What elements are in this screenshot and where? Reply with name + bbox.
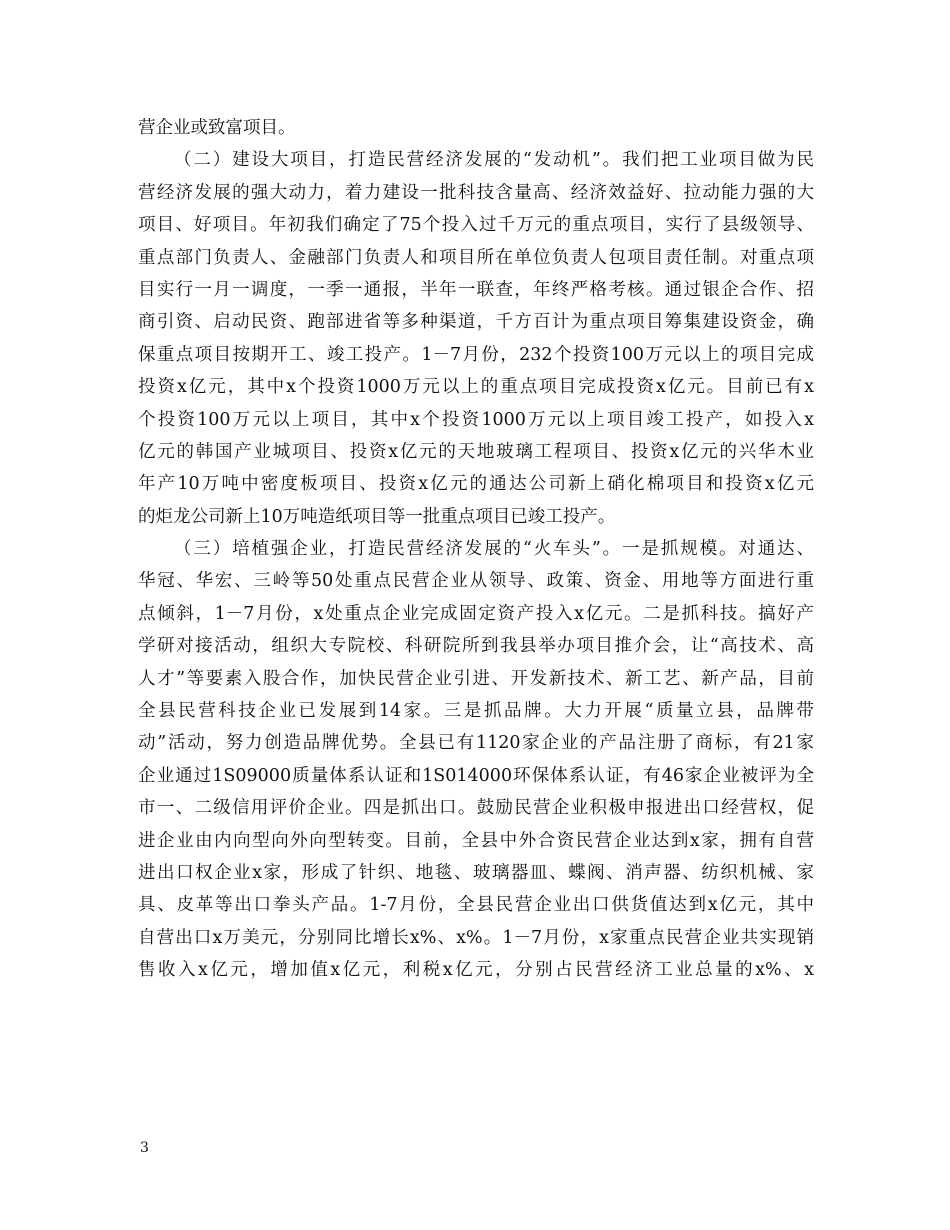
text-line: 自营出口x万美元，分别同比增长x%、x%。1－7月份，x家重点民营企业共实现销 <box>138 927 814 948</box>
text-line: 点倾斜，1－7月份，x处重点企业完成固定资产投入x亿元。二是抓科技。搞好产 <box>138 603 814 624</box>
text-line: 保重点项目按期开工、竣工投产。1－7月份，232个投资100万元以上的项目完成 <box>138 344 814 365</box>
text-line: 华冠、华宏、三岭等50处重点民营企业从领导、政策、资金、用地等方面进行重 <box>138 571 814 592</box>
text-line: 售收入x亿元，增加值x亿元，利税x亿元，分别占民营经济工业总量的x%、x <box>138 960 814 981</box>
text-line: 进出口权企业x家，形成了针织、地毯、玻璃器皿、蝶阀、消声器、纺织机械、家 <box>138 862 814 883</box>
text-line: 全县民营科技企业已发展到14家。三是抓品牌。大力开展“质量立县，品牌带 <box>138 701 814 722</box>
text-line: 的炬龙公司新上10万吨造纸项目等一批重点项目已竣工投产。 <box>138 506 616 527</box>
text-line: 商引资、启动民资、跑部进省等多种渠道，千方百计为重点项目筹集建设资金，确 <box>138 312 814 333</box>
text-line: 亿元的韩国产业城项目、投资x亿元的天地玻璃工程项目、投资x亿元的兴华木业 <box>138 441 814 462</box>
text-line: 营经济发展的强大动力，着力建设一批科技含量高、经济效益好、拉动能力强的大 <box>138 182 814 203</box>
text-line: 年产10万吨中密度板项目、投资x亿元的通达公司新上硝化棉项目和投资x亿元 <box>138 474 814 495</box>
body-text <box>138 112 814 987</box>
text-line: 市一、二级信用评价企业。四是抓出口。鼓励民营企业积极申报进出口经营权，促 <box>138 798 814 819</box>
text-line: （三）培植强企业，打造民营经济发展的“火车头”。一是抓规模。对通达、 <box>174 539 814 560</box>
text-line: 项目、好项目。年初我们确定了75个投入过千万元的重点项目，实行了县级领导、 <box>138 215 814 236</box>
text-line: 重点部门负责人、金融部门负责人和项目所在单位负责人包项目责任制。对重点项 <box>138 247 814 268</box>
text-line: 进企业由内向型向外向型转变。目前，全县中外合资民营企业达到x家，拥有自营 <box>138 830 814 851</box>
page-number: 3 <box>140 1140 149 1156</box>
text-line: 动”活动，努力创造品牌优势。全县已有1120家企业的产品注册了商标，有21家 <box>138 733 814 754</box>
text-line: 投资x亿元，其中x个投资1000万元以上的重点项目完成投资x亿元。目前已有x <box>138 377 814 398</box>
text-line: （二）建设大项目，打造民营经济发展的“发动机”。我们把工业项目做为民 <box>174 150 814 171</box>
text-line: 人才”等要素入股合作，加快民营企业引进、开发新技术、新工艺、新产品，目前 <box>138 668 814 689</box>
text-line: 营企业或致富项目。 <box>138 118 296 138</box>
text-line: 目实行一月一调度，一季一通报，半年一联查，年终严格考核。通过银企合作、招 <box>138 279 814 300</box>
text-line: 学研对接活动，组织大专院校、科研院所到我县举办项目推介会，让“高技术、高 <box>138 636 814 657</box>
text-line: 个投资100万元以上项目，其中x个投资1000万元以上项目竣工投产，如投入x <box>138 409 814 430</box>
text-line: 具、皮革等出口拳头产品。1-7月份，全县民营企业出口供货值达到x亿元，其中 <box>138 895 814 916</box>
text-line: 企业通过1S09000质量体系认证和1S014000环保体系认证，有46家企业被评为全 <box>138 765 814 786</box>
